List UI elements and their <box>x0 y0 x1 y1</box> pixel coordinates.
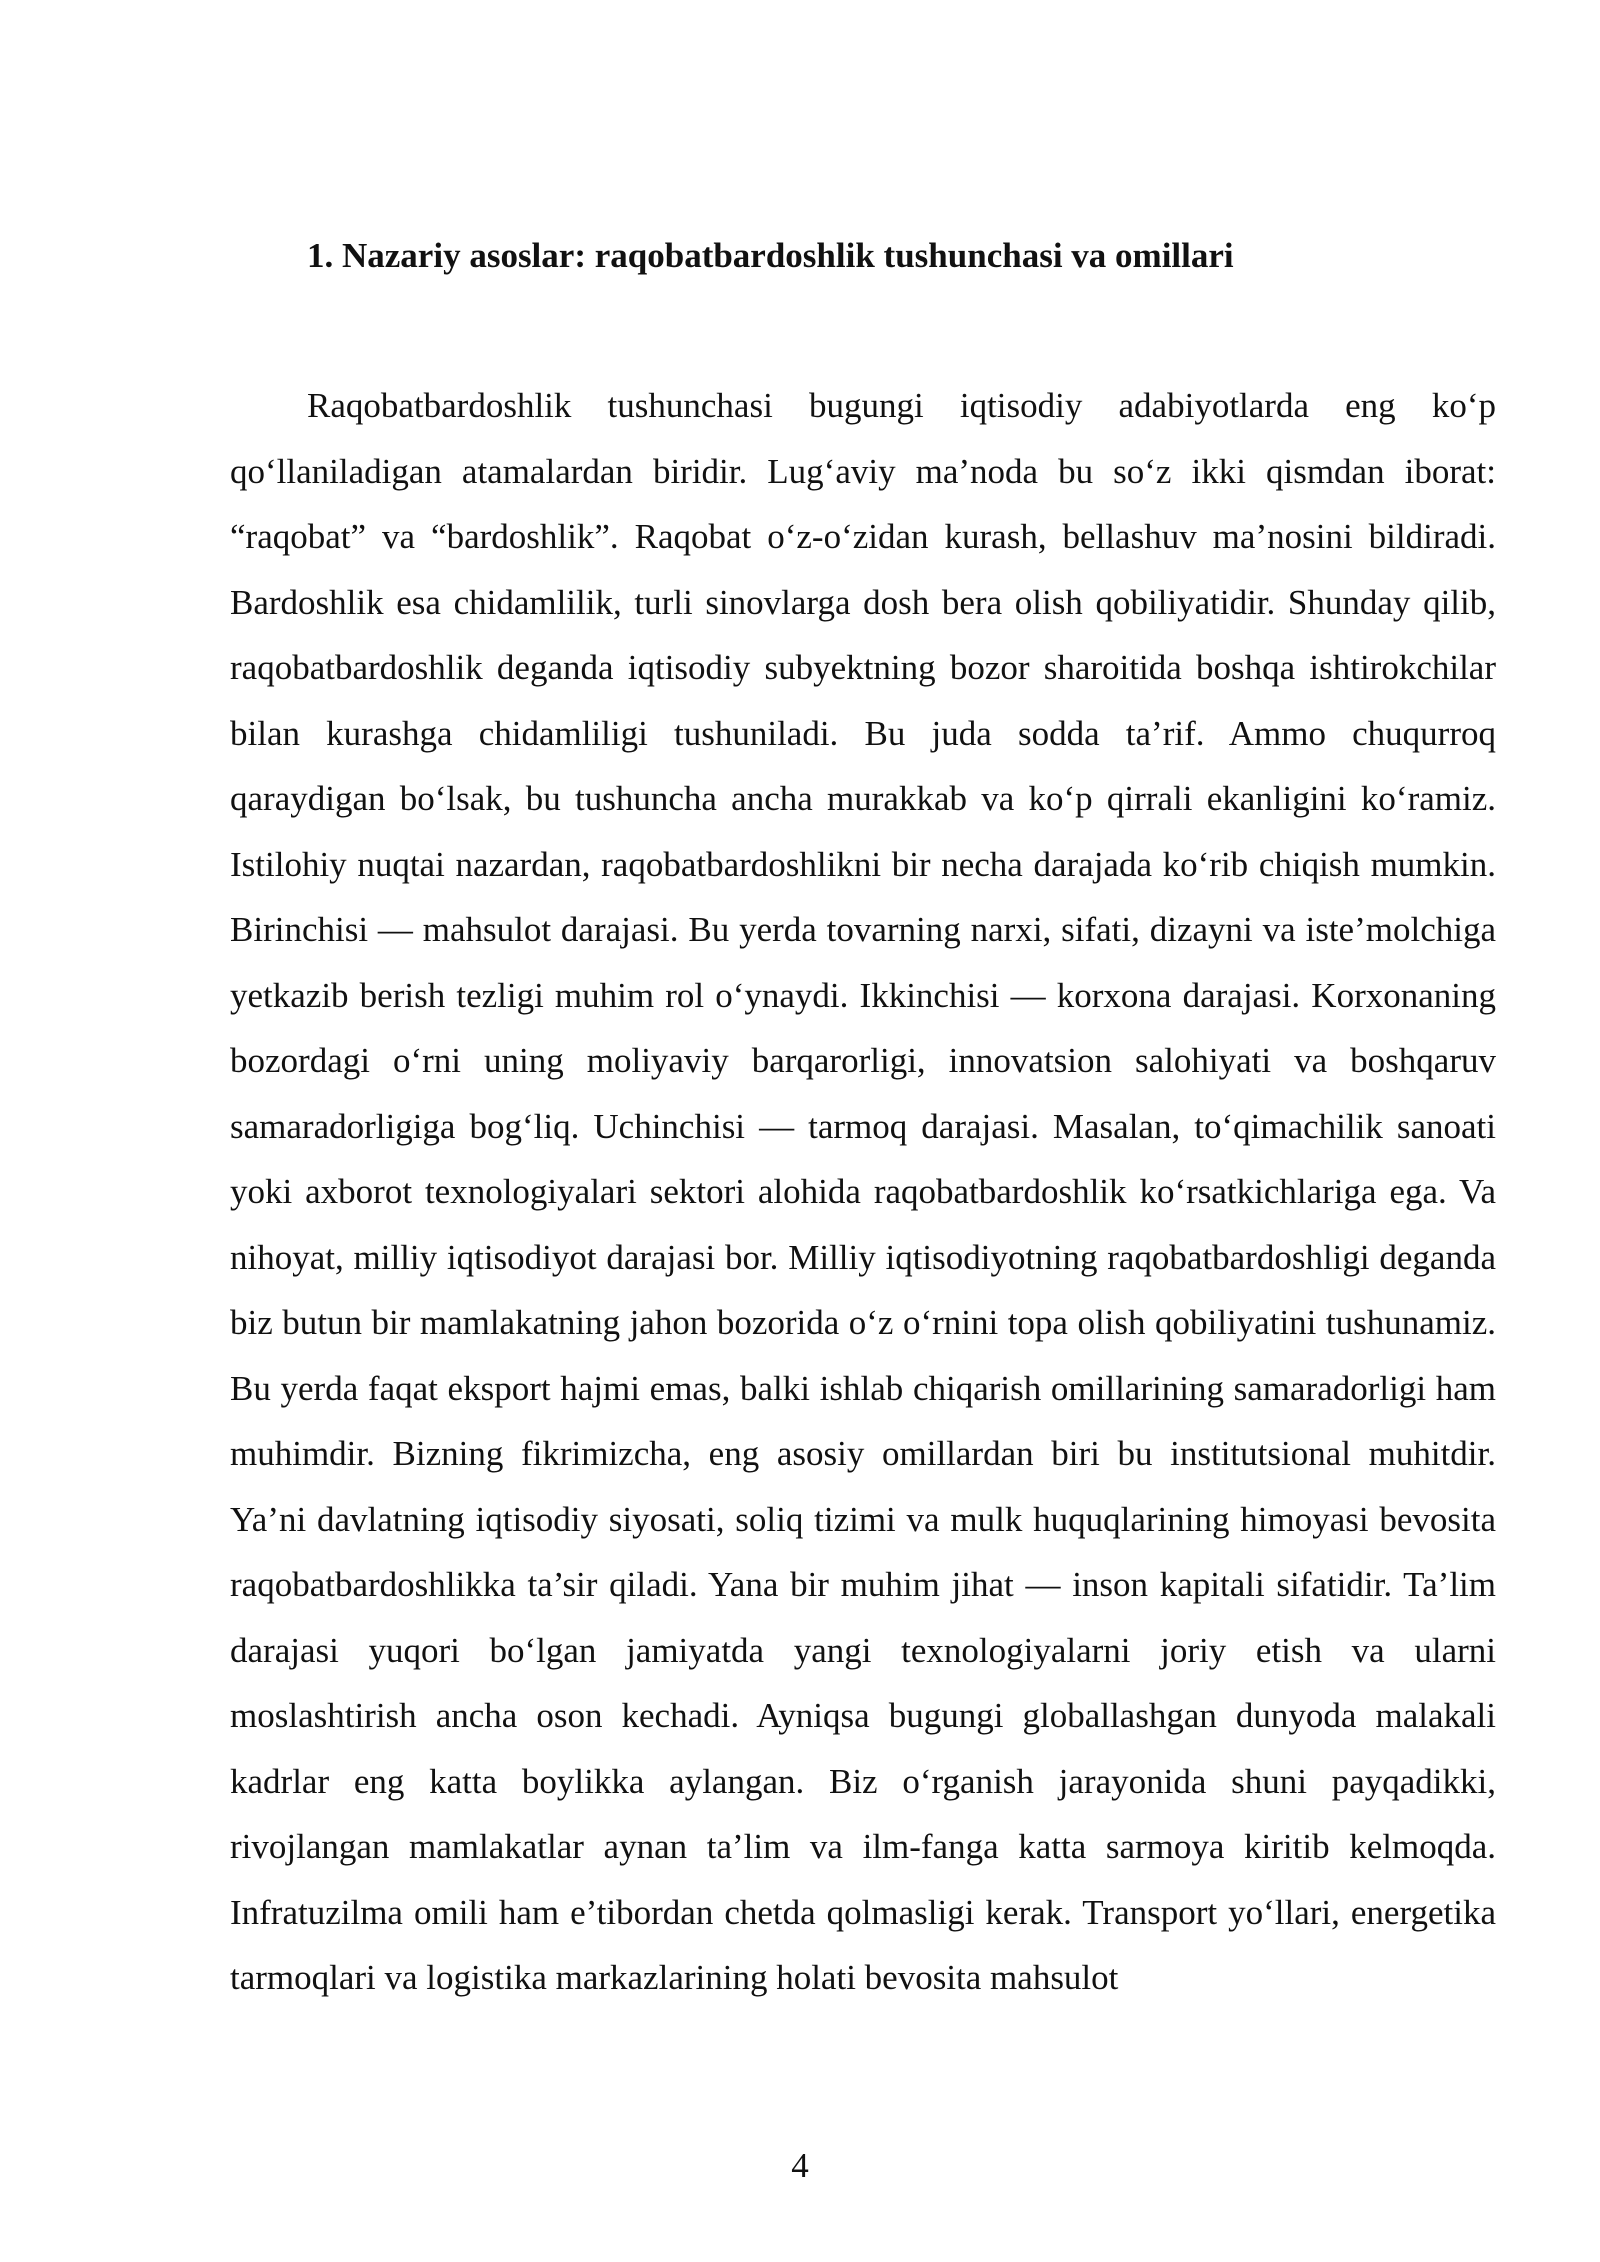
page-number: 4 <box>791 2146 809 2185</box>
section-heading: 1. Nazariy asoslar: raqobatbardoshlik tushunchasi va omillari <box>307 236 1234 275</box>
body-paragraph: Raqobatbardoshlik tushunchasi bugungi iqtisodiy adabiyotlarda eng ko‘p qo‘llaniladigan atamalardan biridir. Lug‘aviy ma’noda bu so‘z ikki qismdan iborat: “raqobat” va “bardoshlik”. Raqobat o‘z-o‘zidan kurash, bellashuv ma’nosini bildiradi. Bardoshlik esa chidamlilik, turli sinovlarga dosh bera olish qobiliyatidir. Shunday qilib, raqobatbardoshlik deganda iqtisodiy subyektning bozor sharoitida boshqa ishtirokchilar bilan kurashga chidamliligi tushuniladi. Bu juda sodda ta’rif. Ammo chuqurroq qaraydigan bo‘lsak, bu tushuncha ancha murakkab va ko‘p qirrali ekanligini ko‘ramiz. Istilohiy nuqtai nazardan, raqobatbardoshlikni bir necha darajada ko‘rib chiqish mumkin. Birinchisi — mahsulot darajasi. Bu yerda tovarning narxi, sifati, dizayni va iste’molchiga yetkazib berish tezligi muhim rol o‘ynaydi. Ikkinchisi — korxona darajasi. Korxonaning bozordagi o‘rni uning moliyaviy barqarorligi, innovatsion salohiyati va boshqaruv samaradorligiga bog‘liq. Uchinchisi — tarmoq darajasi. Masalan, to‘qimachilik sanoati yoki axborot texnologiyalari sektori alohida raqobatbardoshlik ko‘rsatkichlariga ega. Va nihoyat, milliy iqtisodiyot darajasi bor. Milliy iqtisodiyotning raqobatbardoshligi deganda biz butun bir mamlakatning jahon bozorida o‘z o‘rnini topa olish qobiliyatini tushunamiz. Bu yerda faqat eksport hajmi emas, balki ishlab chiqarish omillarining samaradorligi ham muhimdir. Bizning fikrimizcha, eng asosiy omillardan biri bu institutsional muhitdir. Ya’ni davlatning iqtisodiy siyosati, soliq tizimi va mulk huquqlarining himoyasi bevosita raqobatbardoshlikka ta’sir qiladi. Yana bir muhim jihat — inson kapitali sifatidir. Ta’lim darajasi yuqori bo‘lgan jamiyatda yangi texnologiyalarni joriy etish va ularni moslashtirish ancha oson kechadi. Ayniqsa bugungi globallashgan dunyoda malakali kadrlar eng katta boylikka aylangan. Biz o‘rganish jarayonida shuni payqadikki, rivojlangan mamlakatlar aynan ta’lim va ilm-fanga katta sarmoya kiritib kelmoqda. Infratuzilma omili ham e’tibordan chetda qolmasligi kerak. Transport yo‘llari, energetika tarmoqlari va logistika markazlarining holati bevosita mahsulot <box>230 386 1496 1997</box>
